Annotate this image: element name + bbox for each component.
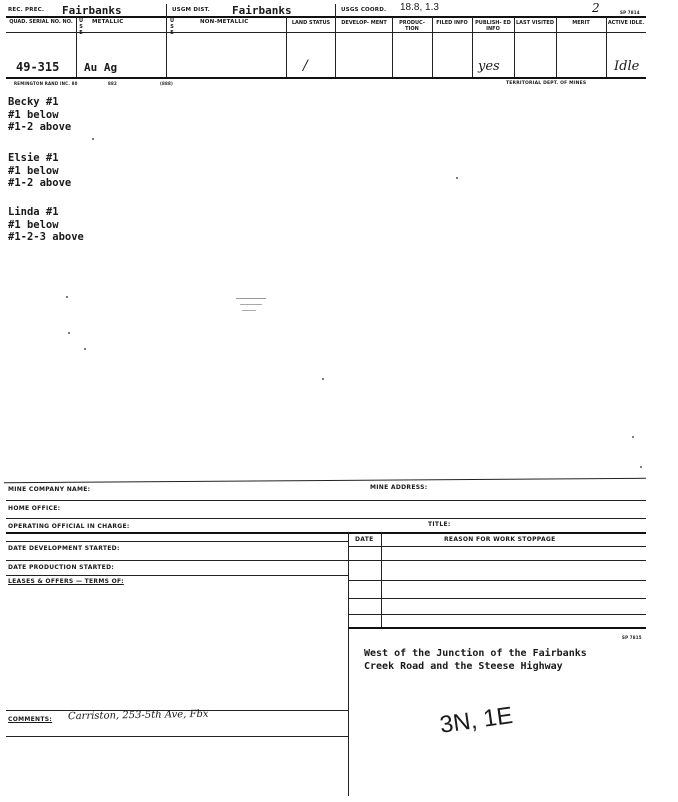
comments-value: Carriston, 253-5th Ave, Fbx <box>67 708 209 723</box>
notes-line: #1-2-3 above <box>8 231 84 243</box>
operating-official-rule <box>6 518 646 519</box>
home-office-rule <box>6 500 646 501</box>
home-office-label: HOME OFFICE: <box>8 505 61 512</box>
notes-line: #1 below <box>8 218 59 231</box>
mine-company-top-rule <box>4 478 646 483</box>
leases-rule <box>6 575 348 576</box>
development-label: DEVELOP- MENT <box>341 20 387 26</box>
land-status-label: LAND STATUS <box>291 20 331 26</box>
header-bottom-rule <box>6 77 646 79</box>
land-status-value: / <box>303 58 308 74</box>
active-idle-label: ACTIVE IDLE. <box>607 20 645 26</box>
location-line-2: Creek Road and the Steese Highway <box>364 661 563 672</box>
notes-line: Linda #1 <box>8 206 59 218</box>
stoppage-row-rule <box>348 580 646 581</box>
use-metallic-letters: U S E <box>78 18 84 36</box>
location-line-1: West of the Junction of the Fairbanks <box>364 648 587 659</box>
non-metallic-label: NON-METALLIC <box>200 19 249 25</box>
notes-line: #1-2 above <box>8 177 72 189</box>
scan-speck <box>640 466 642 468</box>
date-column-label: DATE <box>355 536 374 543</box>
divider-v2 <box>335 4 336 78</box>
published-info-value: yes <box>478 59 500 74</box>
published-info-label: PUBLISH- ED INFO <box>475 20 511 32</box>
notes-group-elsie <box>8 152 71 190</box>
mine-company-name-label: MINE COMPANY NAME: <box>8 486 91 493</box>
scan-speck <box>322 378 324 380</box>
rec-prec-value: Fairbanks <box>62 4 122 17</box>
date-production-started-label: DATE PRODUCTION STARTED: <box>8 564 115 571</box>
stoppage-row-rule <box>348 614 646 615</box>
merit-label: MERIT <box>572 20 590 26</box>
notes-line: #1 below <box>8 164 59 177</box>
scan-noise-line <box>236 298 266 299</box>
comments-bottom-rule <box>6 736 348 737</box>
usgs-coord-value: 18.8, 1.3 <box>400 2 439 13</box>
col-div-2 <box>286 17 287 78</box>
quad-serial-label: QUAD. SERIAL NO. NO. <box>9 19 73 25</box>
header-mid-rule <box>6 32 646 33</box>
quad-serial-value: 49-315 <box>16 60 60 74</box>
filed-info-label: FILED INFO <box>436 20 468 26</box>
metallic-value: Au Ag <box>84 61 118 74</box>
notes-line: Elsie #1 <box>8 152 59 164</box>
rec-prec-label: REC. PREC. <box>8 7 45 13</box>
scan-noise-line <box>240 304 262 305</box>
imprint-code-1: 882 <box>108 81 117 86</box>
notes-group-becky <box>8 96 71 134</box>
location-form-number: SP 7815 <box>622 635 642 640</box>
col-div-4 <box>432 17 433 78</box>
location-top-rule <box>348 627 646 629</box>
col-div-6 <box>514 17 515 78</box>
date-prod-rule <box>6 560 646 561</box>
operating-official-label: OPERATING OFFICIAL IN CHARGE: <box>8 523 130 530</box>
comments-label: COMMENTS: <box>8 716 53 723</box>
date-dev-rule <box>6 541 348 542</box>
imprint-code-2: (888) <box>160 81 174 86</box>
metallic-label: METALLIC <box>92 19 124 25</box>
notes-line: #1-2 above <box>8 121 72 133</box>
scan-speck <box>456 177 458 179</box>
col-div-7 <box>556 17 557 78</box>
title-label: TITLE: <box>428 521 451 528</box>
col-div-1 <box>76 17 77 78</box>
production-label: PRODUC- TION <box>399 20 425 32</box>
scan-noise-line <box>242 310 256 311</box>
last-visited-label: LAST VISITED <box>516 20 554 26</box>
date-column-divider <box>381 532 382 628</box>
use-nonmetallic-letters: U S E <box>169 18 175 36</box>
usgm-dist-label: USGM DIST. <box>172 7 210 13</box>
lower-center-divider <box>348 532 349 796</box>
notes-line: #1 below <box>8 108 59 121</box>
imprint-right: TERRITORIAL DEPT. OF MINES <box>506 81 587 86</box>
usgs-coord-label: USGS COORD. <box>341 7 387 13</box>
date-development-started-label: DATE DEVELOPMENT STARTED: <box>8 545 120 552</box>
leases-offers-label: LEASES & OFFERS — TERMS OF: <box>8 578 124 585</box>
scan-speck <box>84 348 86 350</box>
scan-speck <box>66 296 68 298</box>
scan-speck <box>68 332 70 334</box>
notes-line: Becky #1 <box>8 96 59 108</box>
scan-speck <box>92 138 94 140</box>
col-div-8 <box>606 17 607 78</box>
usgm-dist-value: Fairbanks <box>232 4 292 17</box>
notes-group-linda <box>8 206 84 244</box>
corner-mark: 2 <box>592 1 600 15</box>
active-idle-value: Idle <box>614 59 640 74</box>
divider-v1 <box>166 4 167 78</box>
stoppage-row-rule <box>348 598 646 599</box>
scan-noise <box>236 290 266 314</box>
form-number: SP 7814 <box>620 10 640 15</box>
imprint-left: REMINGTON RAND INC. 80 <box>14 81 78 86</box>
stoppage-top-rule <box>6 532 646 534</box>
reason-stoppage-label: REASON FOR WORK STOPPAGE <box>444 536 556 543</box>
stoppage-header-rule <box>348 546 646 547</box>
location-grid: 3N, 1E <box>438 701 515 739</box>
scan-speck <box>632 436 634 438</box>
mine-address-label: MINE ADDRESS: <box>370 484 428 491</box>
